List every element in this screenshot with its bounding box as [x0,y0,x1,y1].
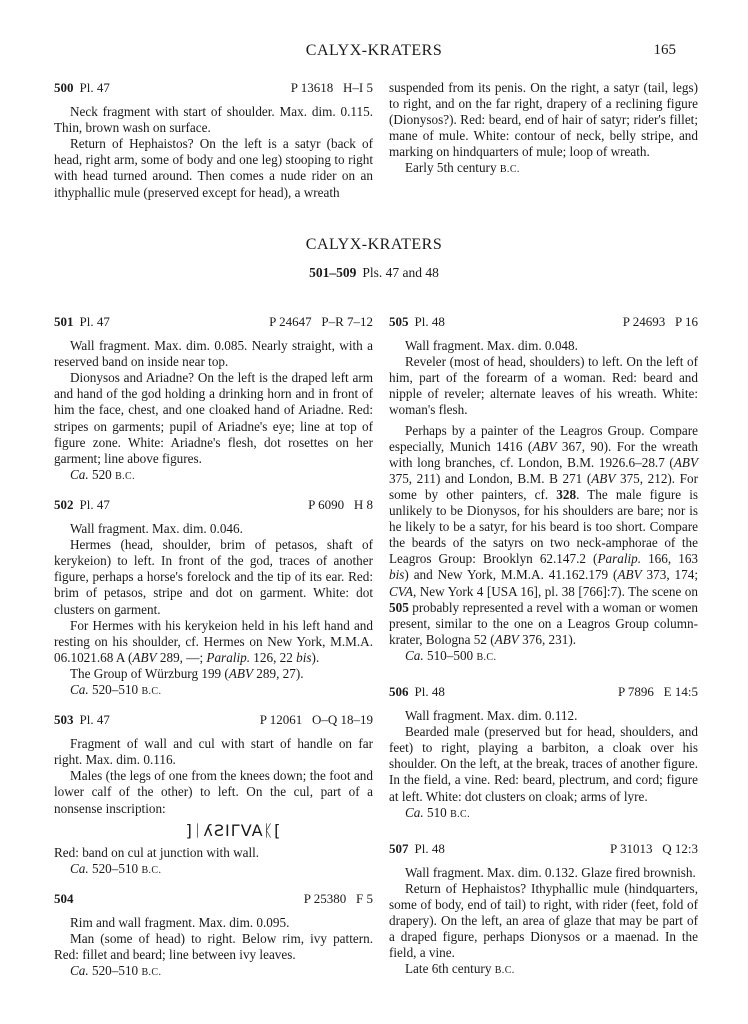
entry-text: Bearded male (preserved but for head, shoulders, and feet) to right, playing a barbiton, a cloak over his shoulder. On the left, at the break, traces of another figure. In the field, a vine. Red: beard, plectrum, and cord; figure at left. White: dot clusters on cloak; arms of lyre. [389,724,698,804]
disc-text: 375, 212). For some by other painters, cf. [389,470,698,502]
entry-501 [54,314,373,485]
disc-text: Perhaps by a painter of the Leagros Group. Compare especially, Munich 1416 ( [389,422,698,454]
inventory-number: P 25380 F 5 [303,890,373,906]
entry-date [54,467,373,485]
date-num: 520–510 [88,681,142,697]
inventory-number: P 31013 Q 12:3 [610,840,698,856]
date-ca: Ca. [70,963,89,979]
running-header [0,42,748,66]
entry-number: 506 [389,683,409,699]
disc-text: probably represented a revel with a woman or women present, similar to the one on a Leagros Group column-krater, Bologna 52 ( [389,599,698,647]
group-abv: ABV [228,665,253,681]
section-subtitle [0,265,748,281]
entry-description: Neck fragment with start of shoulder. Max. dim. 0.115. Thin, brown wash on surface. [54,104,373,136]
entry-text: Man (some of head) to right. Below rim, ivy pattern. Red: fillet and beard; line between ivy leaves. [54,931,373,963]
cf-text: 289, —; [156,649,207,665]
entry-507 [389,841,698,980]
section-plates: Pls. 47 and 48 [362,265,439,280]
entry-date [54,963,373,981]
entry-506 [389,684,698,823]
section-title: CALYX-KRATERS [305,236,443,253]
entry-text: Hermes (head, shoulder, brim of petasos, shaft of kerykeion) to left. In front of the god, traces of another figure, perhaps a horse's forelock and the tip of its ear. Red: brim of petasos, stripe and dot on garment. White: dot clusters on garment. [54,537,373,617]
entry-text: Return of Hephaistos? Ithyphallic mule (hindquarters, some of body, end of tail) to right, with rider (feet, fold of drapery). On the left, an area of glaze that may be part of a draped figure, perhaps Dionysos or a maenad. In the field, a vine. [389,880,698,961]
plate-ref: Pl. 47 [79,80,110,95]
cf-paralip: Paralip. [206,649,250,665]
entry-date [389,961,698,979]
inventory-number: P 12061 O–Q 18–19 [259,712,373,728]
disc-text: 367, 90). For the wreath with long branches, cf. London, B.M. 1926.6–28.7 ( [389,438,698,470]
entry-number: 501 [54,314,74,329]
entry-500 [54,80,373,201]
inventory-number: P 13618 H–I 5 [290,80,373,95]
group-text: The Group of Würzburg 199 ( [70,665,229,681]
entry-header [54,712,373,728]
entry-502 [54,497,373,700]
entry-comparison [54,618,373,666]
plate-ref: Pl. 48 [414,314,445,329]
date-ca: Ca. [70,681,89,697]
date-num: 520–510 [88,860,142,876]
date-ca: Ca. [70,860,89,876]
cf-bis: bis [296,649,312,665]
entry-504 [54,891,373,981]
entry-date [389,805,698,823]
date-ca: Ca. [405,647,424,663]
entry-discussion [389,423,698,648]
disc-abv: ABV [591,470,616,486]
disc-paralip: Paralip. [597,551,642,567]
entry-505 [389,314,698,666]
cf-text: 126, 22 [250,649,297,665]
entry-date [389,648,698,666]
section-range: 501–509 [309,265,357,280]
entry-number: 505 [389,314,409,329]
entry-description: Wall fragment. Max. dim. 0.132. Glaze fired brownish. [405,864,696,880]
entry-description: Wall fragment. Max. dim. 0.046. [70,521,243,537]
inventory-number: P 24693 P 16 [622,314,698,329]
disc-cva: CVA [389,583,413,599]
entry-date [389,160,698,178]
disc-ref: 328 [556,486,577,502]
disc-text: 373, 174; [641,567,698,583]
date-num: 510 [423,804,451,820]
date-ca: Ca. [70,466,89,482]
disc-text: 166, 163 [641,551,699,567]
date-era: B.C. [450,808,471,820]
date-era: B.C. [494,965,515,977]
entry-description: Wall fragment. Max. dim. 0.085. Nearly straight, with a reserved band on inside near top. [54,338,373,370]
date-era: B.C. [141,864,162,876]
disc-text: 375, 211) and London, B.M. B 271 ( [389,470,592,486]
disc-text: , New York 4 [USA 16], pl. 38 [766]:7). The scene on [412,583,698,599]
entry-text: Reveler (most of head, shoulders) to left. On the left of him, part of the forearm of a woman. Red: beard and nipple of reveler; alternate leaves of his wreath. White: woman's flesh. [389,354,698,418]
entry-text: Return of Hephaistos? On the left is a satyr (back of head, right arm, some of body and one leg) stooping to right with head turned around. Then comes a nude rider on an ithyphallic mule (preserved except for head), a wreath [54,136,373,200]
plate-ref: Pl. 47 [79,496,110,512]
date-ca: Ca. [405,804,424,820]
entry-attribution [54,666,373,682]
entry-description: Fragment of wall and cul with start of handle on far right. Max. dim. 0.116. [54,736,373,768]
disc-ref: 505 [389,599,409,615]
entry-description: Wall fragment. Max. dim. 0.112. [405,708,578,724]
entry-number: 503 [54,712,74,728]
date-era: B.C. [115,470,136,482]
entry-header [389,314,698,330]
entry-date [54,861,373,879]
date-num: 520 [88,466,116,482]
inscription: ]ᛁʎƧIΓVAᛕ[ [185,820,282,840]
disc-abv: ABV [617,567,642,583]
entry-header [54,80,373,96]
disc-bis: bis [389,567,405,583]
entry-number: 502 [54,496,74,512]
plate-ref: Pl. 47 [79,712,110,728]
cf-text: For Hermes with his kerykeion held in his left hand and resting on his shoulder, cf. Hermes on New York, M.M.A. 06.1021.68 A ( [54,617,373,665]
running-title: CALYX-KRATERS [305,42,443,59]
cf-abv: ABV [132,649,157,665]
inventory-number: P 7896 E 14:5 [617,683,698,699]
entry-text: suspended from its penis. On the right, a satyr (tail, legs) to right, and on the far right, drapery of a reclining figure (Dionysos?). Red: beard, end of hair of satyr; rider's fillet; mane of mule. White: contour of neck, belly stripe, and marking on hindquarters of mule; loop of wreath. [389,80,698,160]
plate-ref: Pl. 48 [414,683,445,699]
plate-ref: Pl. 47 [79,314,110,329]
entry-number: 504 [54,890,74,906]
entry-header [54,891,373,907]
entry-red: Red: band on cul at junction with wall. [54,844,260,860]
date-text: Early 5th century [405,160,500,176]
date-text: Late 6th century [405,961,495,977]
disc-abv: ABV [673,454,698,470]
date-num: 520–510 [88,963,142,979]
entry-number: 500 [54,80,74,95]
entry-500-continued [389,80,698,179]
disc-abv: ABV [494,631,519,647]
inventory-number: P 24647 P–R 7–12 [269,314,373,329]
date-era: B.C. [141,967,162,979]
entry-description: Wall fragment. Max. dim. 0.048. [405,338,578,354]
entry-description: Rim and wall fragment. Max. dim. 0.095. [70,915,290,930]
disc-text: . The male figure is unlikely to be Dionysos, for his shoulders are bare; nor is he likely to be a satyr, for his beard is too short. Compare the beards of the satyrs on two neck-amphorae of the Leagros Group: Brooklyn 62.147.2 ( [389,486,698,567]
group-text: 289, 27). [253,665,304,681]
disc-text: 376, 231). [518,631,577,647]
date-era: B.C. [476,651,497,663]
right-column [389,314,698,991]
date-num: 510–500 [423,647,477,663]
entry-date [54,682,373,700]
entry-503 [54,712,373,879]
entry-header [389,841,698,857]
date-era: B.C. [141,685,162,697]
entry-text: Dionysos and Ariadne? On the left is the draped left arm and hand of the god holding a drinking horn and in front of him the face, chest, and one cloaked hand of Ariadne. Red: stripes on garments; pupil of Ariadne's eye; line at top of figure zone. White: Ariadne's flesh, dot rosettes on her garment; line above figures. [54,370,373,466]
plate-ref: Pl. 48 [414,840,445,856]
cf-text: ). [311,649,320,665]
entry-header [54,497,373,513]
entry-number: 507 [389,840,409,856]
inventory-number: P 6090 H 8 [308,496,373,512]
page-number: 165 [653,42,676,58]
disc-abv: ABV [532,438,557,454]
entry-header [389,684,698,700]
entry-header [54,314,373,330]
left-column [54,314,373,993]
date-era: B.C. [499,164,520,176]
entry-text: Males (the legs of one from the knees down; the foot and lower calf of the other) to left. On the cul, part of a nonsense inscription: [54,768,373,816]
disc-text: ) and New York, M.M.A. 41.162.179 ( [404,567,618,583]
